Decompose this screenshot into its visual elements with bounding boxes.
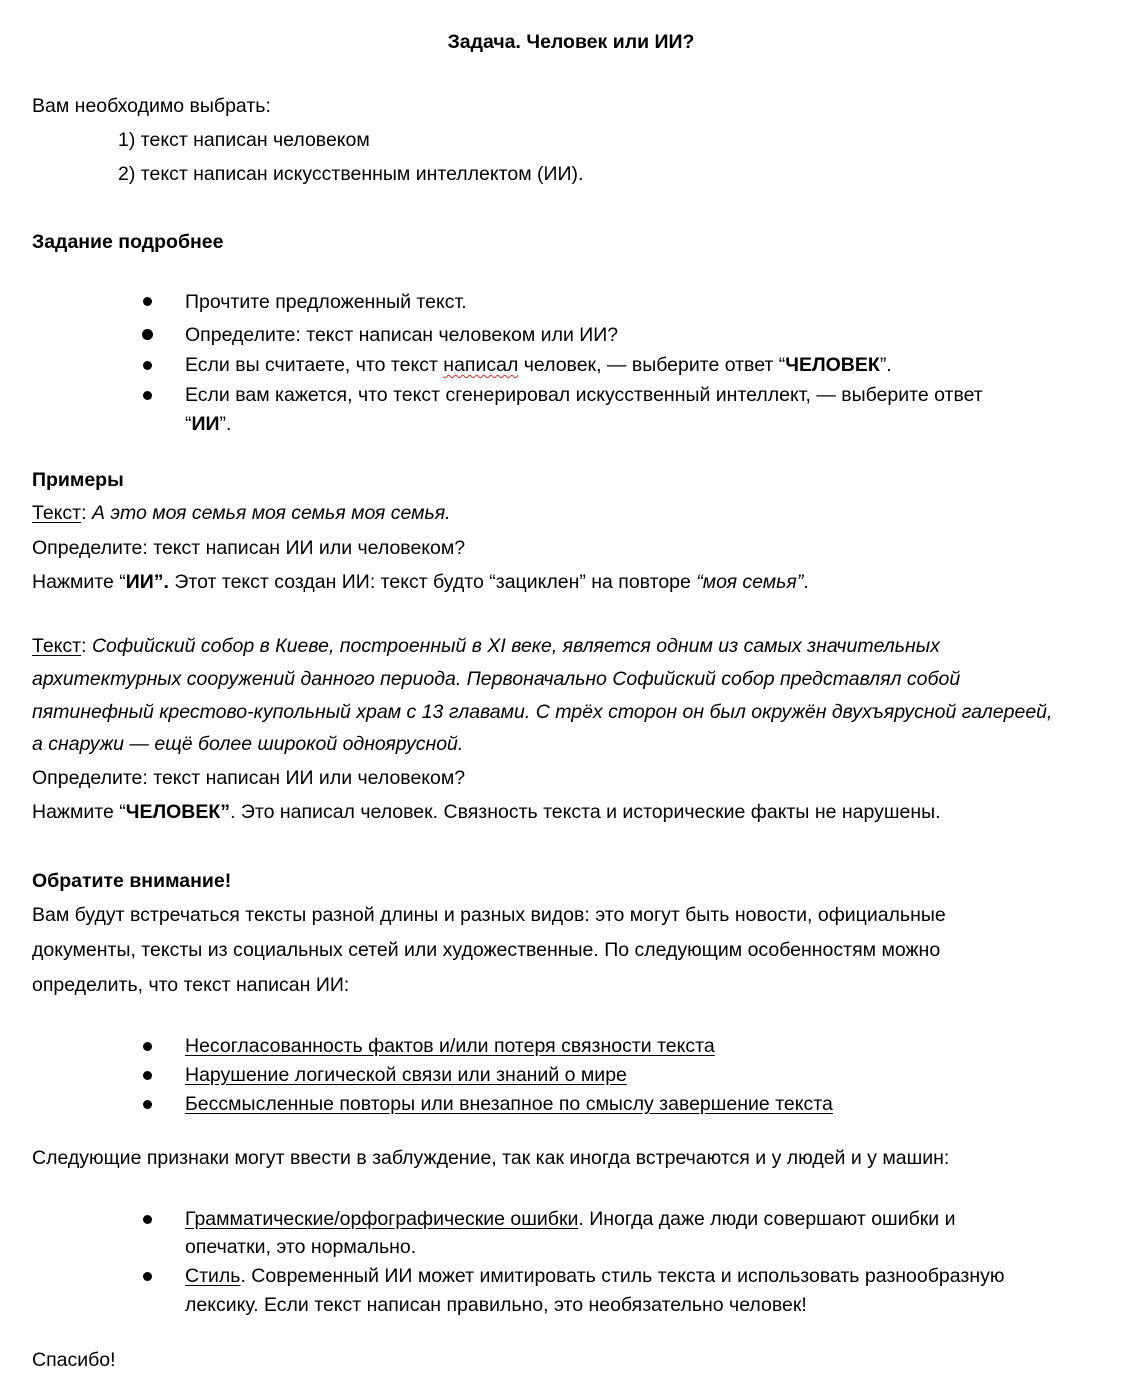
misleading-lead: Следующие признаки могут ввести в заблуждение, так как иногда встречаются и у людей и у машин:: [32, 1147, 950, 1169]
text-run: . Современный ИИ может имитировать стиль текста и использовать разнообразную: [240, 1265, 1005, 1287]
details-item-2: Определите: текст написан человеком или ИИ?: [185, 324, 619, 346]
intro-lead: Вам необходимо выбрать:: [32, 95, 271, 117]
details-heading: Задание подробнее: [32, 231, 224, 253]
text-run: Нажмите “: [32, 801, 126, 823]
attention-line-1: Вам будут встречаться тексты разной длины и разных видов: это могут быть новости, официальные: [32, 904, 946, 926]
text-run: ”.: [219, 413, 232, 435]
text-run: .: [803, 571, 809, 593]
text-label: Текст: [32, 635, 82, 657]
answer-ai-label: ИИ”.: [125, 571, 169, 593]
text-run: Стиль: [185, 1265, 241, 1287]
example-1-answer: [32, 571, 809, 594]
text-label: Текст: [32, 502, 82, 524]
text-run: Этот текст создан ИИ: текст будто “зациклен” на повторе: [168, 571, 697, 593]
misleading-item-2: [185, 1265, 1004, 1288]
example-quote: А это моя семья моя семья моя семья.: [91, 502, 451, 524]
text-run: Грамматические/орфографические ошибки: [185, 1208, 579, 1230]
attention-line-3: определить, что текст написан ИИ:: [32, 974, 350, 996]
option-2: 2) текст написан искусственным интеллектом (ИИ).: [118, 163, 584, 185]
bullet-dot: [143, 1071, 152, 1080]
details-item-1: Прочтите предложенный текст.: [185, 291, 467, 313]
example-2-question: Определите: текст написан ИИ или человеком?: [32, 767, 466, 789]
bullet-dot: [143, 1215, 152, 1224]
text-run: человек, — выберите ответ “: [518, 354, 786, 376]
text-run: Если вы считаете, что текст: [185, 354, 444, 376]
text-run: Нажмите “: [32, 571, 126, 593]
answer-ai-label: ИИ: [191, 413, 220, 435]
ai-sign-item: Несогласованность фактов и/или потеря связности текста: [185, 1035, 715, 1057]
misleading-item-1: [185, 1208, 956, 1231]
text-run: :: [81, 502, 92, 524]
attention-heading: Обратите внимание!: [32, 870, 232, 892]
bullet-dot: [143, 391, 152, 400]
details-item-4: Если вам кажется, что текст сгенерировал искусственный интеллект, — выберите ответ: [185, 384, 983, 406]
text-run: :: [81, 635, 92, 657]
bullet-dot: [143, 1100, 152, 1109]
details-item-4-cont: [185, 413, 231, 436]
bullet-dot: [143, 297, 152, 306]
example-1-question: Определите: текст написан ИИ или человеком?: [32, 537, 466, 559]
example-2-answer: [32, 801, 941, 824]
page-title: Задача. Человек или ИИ?: [447, 31, 695, 53]
example-2-text-line-1: [32, 635, 940, 658]
text-run: “моя семья”: [696, 571, 804, 593]
bullet-dot: [143, 1042, 152, 1051]
text-run: . Иногда даже люди совершают ошибки и: [578, 1208, 956, 1230]
text-run: . Это написал человек. Связность текста и исторические факты не нарушены.: [230, 801, 941, 823]
option-1: 1) текст написан человеком: [118, 129, 370, 151]
example-2-text-line-3: пятинефный крестово-купольный храм с 13 главами. С трёх сторон он был окружён двухъярусной галереей,: [32, 701, 1053, 723]
attention-line-2: документы, тексты из социальных сетей или художественные. По следующим особенностям можно: [32, 939, 941, 961]
answer-human-label: ЧЕЛОВЕК”: [125, 801, 231, 823]
example-quote: Софийский собор в Киеве, построенный в XI веке, является одним из самых значительных: [91, 635, 940, 657]
closing-text: Спасибо!: [32, 1349, 116, 1371]
bullet-dot: [143, 361, 152, 370]
details-item-3: [185, 354, 892, 377]
examples-heading: Примеры: [32, 469, 124, 491]
bullet-dot: [143, 1272, 152, 1281]
misleading-item-1-cont: опечатки, это нормально.: [185, 1236, 417, 1258]
example-2-text-line-4: а снаружи — ещё более широкой одноярусной.: [32, 733, 464, 755]
answer-human-label: ЧЕЛОВЕК: [785, 354, 880, 376]
example-2-text-line-2: архитектурных сооружений данного периода. Первоначально Софийский собор представлял собой: [32, 668, 961, 690]
ai-sign-item: Нарушение логической связи или знаний о мире: [185, 1064, 627, 1086]
bullet-dot: [142, 329, 153, 340]
ai-sign-item: Бессмысленные повторы или внезапное по смыслу завершение текста: [185, 1093, 833, 1115]
spellcheck-word[interactable]: написал: [443, 354, 519, 376]
example-1-text: [32, 502, 451, 525]
text-run: ”.: [879, 354, 892, 376]
misleading-item-2-cont: лексику. Если текст написан правильно, это необязательно человек!: [185, 1294, 807, 1316]
text-run: “: [185, 413, 192, 435]
